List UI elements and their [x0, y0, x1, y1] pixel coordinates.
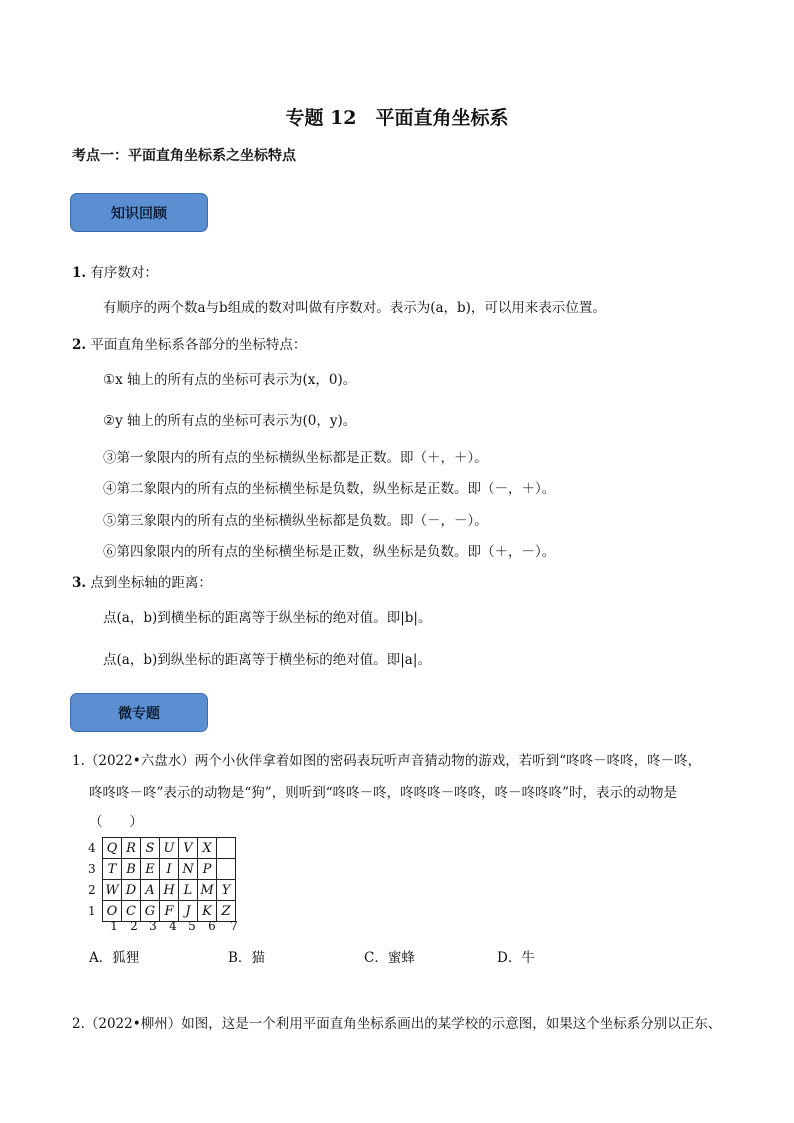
grid-cell: Q — [103, 838, 122, 859]
grid-cell: L — [179, 880, 198, 901]
grid-row — [103, 880, 236, 901]
grid-cell: U — [160, 838, 179, 859]
grid-col-label: 6 — [208, 919, 216, 933]
section-2-title: 平面直角坐标系各部分的坐标特点： — [90, 337, 307, 353]
grid-cell: E — [141, 859, 160, 880]
grid-col-label: 5 — [188, 919, 196, 933]
grid-cell: B — [122, 859, 141, 880]
grid-cell: P — [198, 859, 217, 880]
grid-cell: I — [160, 859, 179, 880]
section-2-item: ②y 轴上的所有点的坐标可表示为(0，y)。 — [103, 413, 357, 429]
grid-col-label: 2 — [130, 919, 138, 933]
section-3-item: 点(a，b)到横坐标的距离等于纵坐标的绝对值。即|b|。 — [103, 610, 432, 626]
grid-cell: F — [160, 901, 179, 922]
review-banner: 知识回顾 — [70, 193, 208, 232]
grid-cell: O — [103, 901, 122, 922]
grid-cell: V — [179, 838, 198, 859]
section-2-item: ④第二象限内的所有点的坐标横坐标是负数，纵坐标是正数。即（－，＋）。 — [103, 481, 556, 497]
grid-cell: T — [103, 859, 122, 880]
section-2-item: ①x 轴上的所有点的坐标可表示为(x，0)。 — [103, 372, 357, 388]
grid-cell: J — [179, 901, 198, 922]
section-1-body: 有顺序的两个数a与b组成的数对叫做有序数对。表示为(a，b)，可以用来表示位置。 — [103, 300, 606, 316]
section-3-heading — [72, 571, 212, 591]
question-1-line-2: 咚咚咚－咚”表示的动物是“狗”，则听到“咚咚－咚，咚咚咚－咚咚，咚－咚咚咚”时，表示的动物是 — [89, 785, 678, 801]
grid-row — [103, 838, 236, 859]
grid-col-label: 1 — [110, 919, 118, 933]
grid-cell: N — [179, 859, 198, 880]
question-2-line-1: 2.（2022•柳州）如图，这是一个利用平面直角坐标系画出的某学校的示意图，如果这个坐标系分别以正东、 — [72, 1016, 722, 1032]
section-2-item: ⑤第三象限内的所有点的坐标横纵坐标都是负数。即（－，－）。 — [103, 513, 488, 529]
section-heading: 考点一：平面直角坐标系之坐标特点 — [72, 148, 296, 164]
grid-cell: Y — [217, 880, 236, 901]
section-1-number: 1. — [72, 265, 87, 281]
grid-cell: H — [160, 880, 179, 901]
grid-row — [103, 859, 236, 880]
section-3-title: 点到坐标轴的距离： — [90, 575, 212, 591]
section-3-item: 点(a，b)到纵坐标的距离等于横坐标的绝对值。即|a|。 — [103, 652, 431, 668]
grid-row-label: 1 — [88, 904, 96, 918]
grid-cell: R — [122, 838, 141, 859]
grid-cell: W — [103, 880, 122, 901]
grid-cell: K — [198, 901, 217, 922]
grid-cell: C — [122, 901, 141, 922]
option-b: B．猫 — [228, 950, 265, 966]
section-2-item: ⑥第四象限内的所有点的坐标横坐标是正数，纵坐标是负数。即（＋，－）。 — [103, 544, 556, 560]
section-1-title: 有序数对： — [90, 265, 158, 281]
section-3-number: 3. — [72, 575, 87, 591]
grid-cell: D — [122, 880, 141, 901]
option-a: A．狐狸 — [89, 950, 140, 966]
grid-cell: G — [141, 901, 160, 922]
grid-col-label: 3 — [149, 919, 157, 933]
grid-cell: Z — [217, 901, 236, 922]
cipher-grid — [102, 837, 236, 922]
grid-cell: M — [198, 880, 217, 901]
option-c: C．蜜蜂 — [364, 950, 415, 966]
topic-banner: 微专题 — [70, 693, 208, 732]
grid-cell — [217, 859, 236, 880]
grid-row-label: 2 — [88, 883, 96, 897]
section-1-heading — [72, 261, 158, 281]
grid-cell: A — [141, 880, 160, 901]
grid-row-label: 3 — [88, 862, 96, 876]
grid-cell — [217, 838, 236, 859]
option-d: D．牛 — [497, 950, 535, 966]
grid-row-label: 4 — [88, 841, 96, 855]
question-1-line-1: 1.（2022•六盘水）两个小伙伴拿着如图的密码表玩听声音猜动物的游戏，若听到“咚咚－咚咚，咚－咚， — [72, 753, 702, 769]
grid-col-label: 4 — [169, 919, 177, 933]
answer-blank: （ ） — [89, 814, 143, 830]
grid-cell: X — [198, 838, 217, 859]
grid-col-label: 7 — [230, 919, 238, 933]
section-2-item: ③第一象限内的所有点的坐标横纵坐标都是正数。即（＋，＋）。 — [103, 450, 488, 466]
section-2-number: 2. — [72, 337, 87, 353]
page-title: 专题 12 平面直角坐标系 — [285, 107, 509, 129]
grid-cell: S — [141, 838, 160, 859]
section-2-heading — [72, 333, 306, 353]
